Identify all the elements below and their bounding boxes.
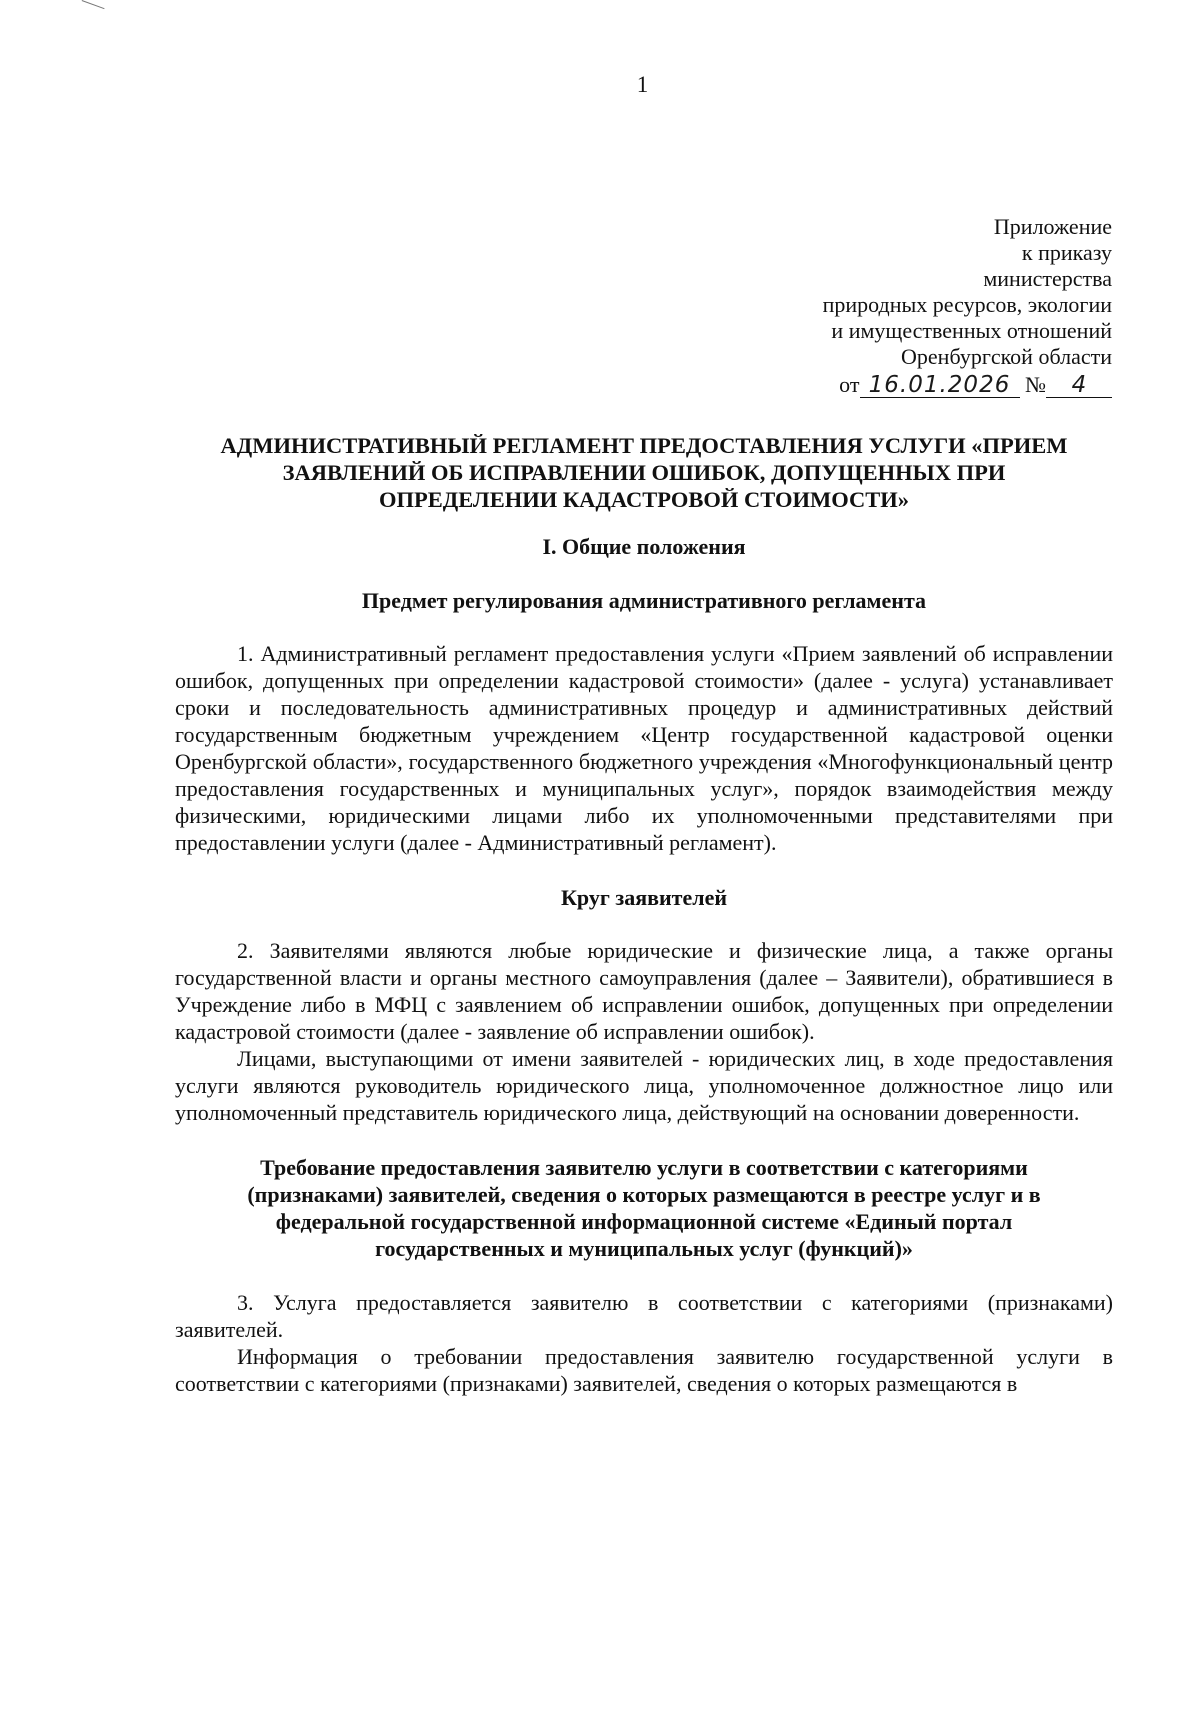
requirement-heading-line: (признаками) заявителей, сведения о которых размещаются в реестре услуг и в [247,1182,1041,1207]
appendix-line: Приложение [993,214,1112,239]
title-line: АДМИНИСТРАТИВНЫЙ РЕГЛАМЕНТ ПРЕДОСТАВЛЕНИЯ УСЛУГИ «ПРИЕМ [220,433,1068,458]
order-date-handwritten: 16.01.2026 [860,373,1020,398]
page-number: 1 [636,72,649,97]
appendix-block [823,214,1112,398]
requirement-heading-line: федеральной государственной информационной системе «Единый портал [275,1209,1013,1234]
appendix-line: Оренбургской области [901,344,1112,369]
number-prefix: № [1025,372,1046,397]
subject-heading: Предмет регулирования административного регламента [361,588,927,613]
appendix-line: министерства [983,266,1112,291]
paragraph-2b: Лицами, выступающими от имени заявителей - юридических лиц, в ходе предоставления услуги являются руководитель юридического лица, уполномоченное должностное лицо или уполномоченный представитель юридического лица, действующий на основании доверенности. [175,1046,1113,1125]
section-heading: I. Общие положения [542,534,746,559]
title-line: ОПРЕДЕЛЕНИИ КАДАСТРОВОЙ СТОИМОСТИ» [378,487,909,512]
appendix-line: природных ресурсов, экологии [822,292,1112,317]
applicants-heading: Круг заявителей [560,885,728,910]
document-body [175,432,1113,1397]
title-line: ЗАЯВЛЕНИЙ ОБ ИСПРАВЛЕНИИ ОШИБОК, ДОПУЩЕННЫХ ПРИ [282,460,1006,485]
paragraph-2: 2. Заявителями являются любые юридические и физические лица, а также органы государственной власти и органы местного самоуправления (далее – Заявители), обратившиеся в Учреждение либо в МФЦ с заявлением об исправлении ошибок, допущенных при определении кадастровой стоимости (далее - заявление об исправлении ошибок). [175,938,1113,1044]
requirement-heading [175,1154,1113,1262]
order-number-handwritten: 4 [1046,373,1112,398]
appendix-line: к приказу [1021,240,1112,265]
order-date-number-line [823,372,1112,398]
document-title [175,432,1113,513]
paragraph-1: 1. Административный регламент предоставления услуги «Прием заявлений об исправлении ошибок, допущенных при определении кадастровой стоимости» (далее - услуга) устанавливает сроки и последовательность административных процедур и административных действий государственным бюджетным учреждением «Центр государственной кадастровой оценки Оренбургской области», государственного бюджетного учреждения «Многофункциональный центр предоставления государственных и муниципальных услуг», порядок взаимодействия между физическими, юридическими лицами либо их уполномоченными представителями при предоставлении услуги (далее - Административный регламент). [175,641,1113,855]
date-prefix: от [839,372,860,397]
appendix-line: и имущественных отношений [831,318,1112,343]
scan-mark [79,0,105,17]
requirement-heading-line: Требование предоставления заявителю услуги в соответствии с категориями [260,1155,1028,1180]
requirement-heading-line: государственных и муниципальных услуг (функций)» [375,1236,913,1261]
paragraph-3b: Информация о требовании предоставления заявителю государственной услуги в соответствии с категориями (признаками) заявителей, сведения о которых размещаются в [175,1344,1113,1396]
paragraph-3: 3. Услуга предоставляется заявителю в соответствии с категориями (признаками) заявителей. [175,1290,1113,1342]
